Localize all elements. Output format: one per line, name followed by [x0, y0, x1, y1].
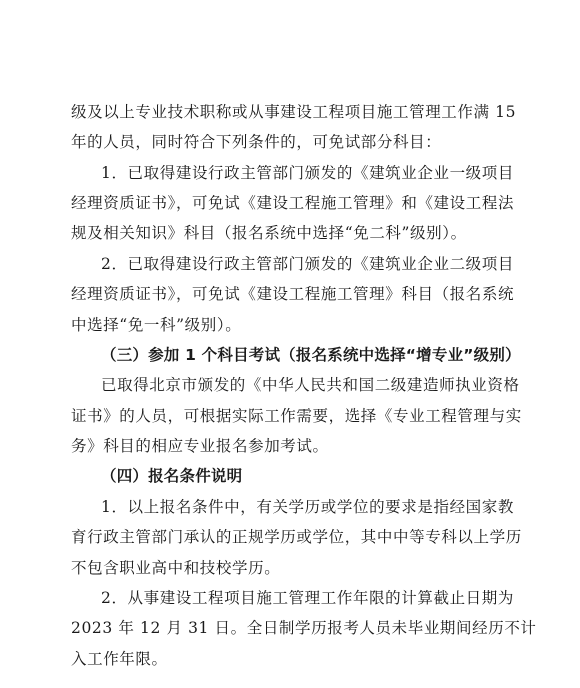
text-line: 不包含职业高中和技校学历。: [71, 559, 281, 577]
text-line: 2．从事建设工程项目施工管理工作年限的计算截止日期为: [101, 589, 514, 607]
section-heading: （三）参加 1 个科目考试（报名系统中选择“增专业”级别）: [101, 346, 521, 364]
text-line: 已取得北京市颁发的《中华人民共和国二级建造师执业资格: [101, 376, 520, 394]
text-line: 规及相关知识》科目（报名系统中选择“免二科”级别）。: [71, 224, 467, 242]
text-line: 务》科目的相应专业报名参加考试。: [71, 437, 329, 455]
text-line: 年的人员，同时符合下列条件的，可免试部分科目：: [71, 133, 442, 151]
text-line: 证书》的人员，可根据实际工作需要，选择《专业工程管理与实: [71, 407, 522, 425]
text-line: 1．已取得建设行政主管部门颁发的《建筑业企业一级项目: [101, 164, 514, 182]
text-line: 中选择“免一科”级别）。: [71, 316, 242, 334]
text-line: 2023 年 12 月 31 日。全日制学历报考人员未毕业期间经历不计: [71, 619, 537, 637]
text-line: 育行政主管部门承认的正规学历或学位，其中中等专科以上学历: [71, 528, 522, 546]
text-line: 级及以上专业技术职称或从事建设工程项目施工管理工作满 15: [71, 103, 517, 121]
text-line: 经理资质证书》，可免试《建设工程施工管理》和《建设工程法: [71, 194, 515, 212]
text-line: 入工作年限。: [71, 650, 168, 668]
text-line: 经理资质证书》，可免试《建设工程施工管理》科目（报名系统: [71, 285, 515, 303]
text-line: 1．以上报名条件中，有关学历或学位的要求是指经国家教: [101, 498, 514, 516]
text-line: 2．已取得建设行政主管部门颁发的《建筑业企业二级项目: [101, 255, 514, 273]
section-heading: （四）报名条件说明: [101, 467, 243, 485]
